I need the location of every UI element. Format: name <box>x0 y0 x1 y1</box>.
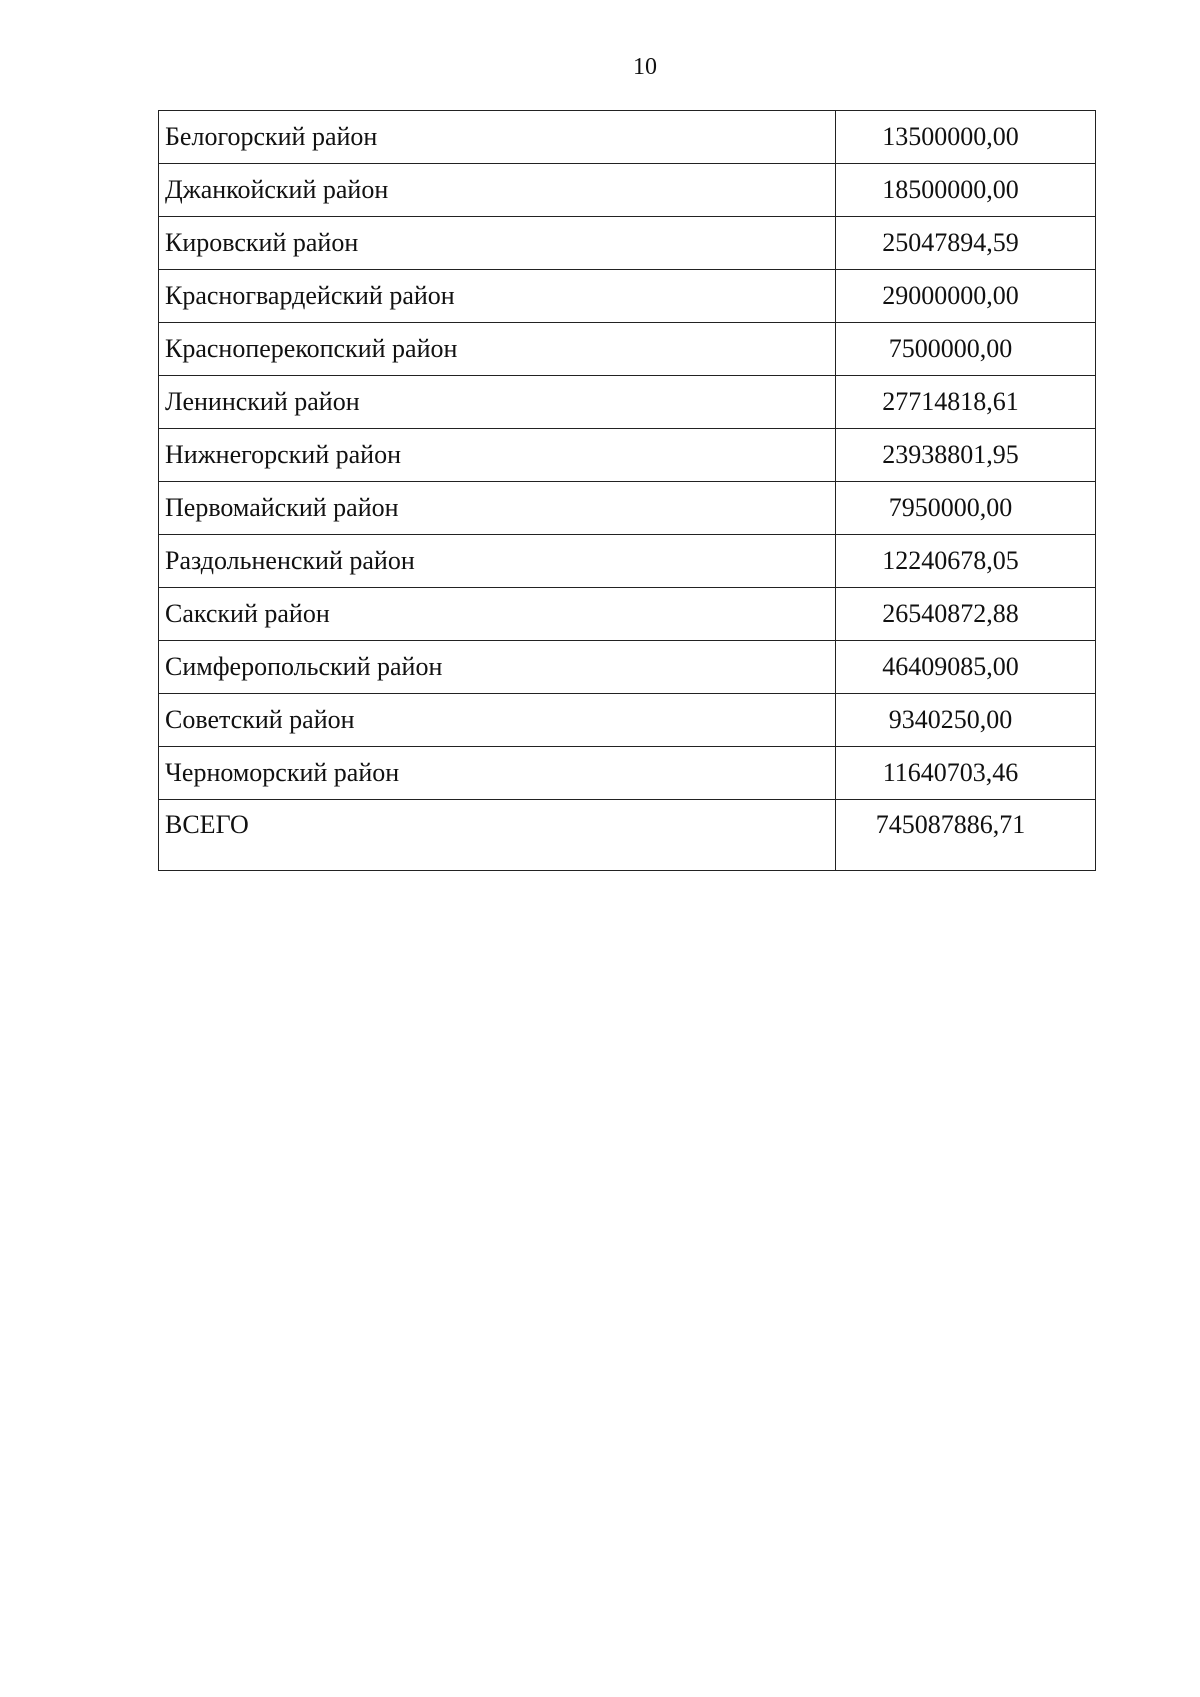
table-row <box>159 641 1096 694</box>
district-name: Первомайский район <box>159 482 836 535</box>
district-value: 11640703,46 <box>836 747 1096 800</box>
district-name: Раздольненский район <box>159 535 836 588</box>
table-row <box>159 429 1096 482</box>
table-row <box>159 164 1096 217</box>
districts-table <box>158 110 1096 871</box>
district-name: Красноперекопский район <box>159 323 836 376</box>
page-number: 10 <box>633 54 657 80</box>
total-label: ВСЕГО <box>159 800 836 871</box>
district-value: 18500000,00 <box>836 164 1096 217</box>
district-name: Белогорский район <box>159 111 836 164</box>
table-row <box>159 482 1096 535</box>
district-value: 23938801,95 <box>836 429 1096 482</box>
table-row <box>159 111 1096 164</box>
district-value: 7500000,00 <box>836 323 1096 376</box>
table-row <box>159 694 1096 747</box>
district-value: 12240678,05 <box>836 535 1096 588</box>
district-value: 7950000,00 <box>836 482 1096 535</box>
district-name: Кировский район <box>159 217 836 270</box>
district-name: Ленинский район <box>159 376 836 429</box>
table-row <box>159 376 1096 429</box>
table-row <box>159 747 1096 800</box>
district-value: 25047894,59 <box>836 217 1096 270</box>
total-value: 745087886,71 <box>836 800 1096 871</box>
total-row <box>159 800 1096 871</box>
table-row <box>159 535 1096 588</box>
district-value: 29000000,00 <box>836 270 1096 323</box>
table-row <box>159 588 1096 641</box>
district-value: 46409085,00 <box>836 641 1096 694</box>
district-value: 27714818,61 <box>836 376 1096 429</box>
district-name: Сакский район <box>159 588 836 641</box>
district-value: 9340250,00 <box>836 694 1096 747</box>
district-name: Джанкойский район <box>159 164 836 217</box>
district-value: 26540872,88 <box>836 588 1096 641</box>
district-name: Симферопольский район <box>159 641 836 694</box>
district-value: 13500000,00 <box>836 111 1096 164</box>
district-name: Советский район <box>159 694 836 747</box>
district-name: Черноморский район <box>159 747 836 800</box>
district-name: Красногвардейский район <box>159 270 836 323</box>
table-row <box>159 323 1096 376</box>
table-row <box>159 270 1096 323</box>
table-row <box>159 217 1096 270</box>
district-name: Нижнегорский район <box>159 429 836 482</box>
